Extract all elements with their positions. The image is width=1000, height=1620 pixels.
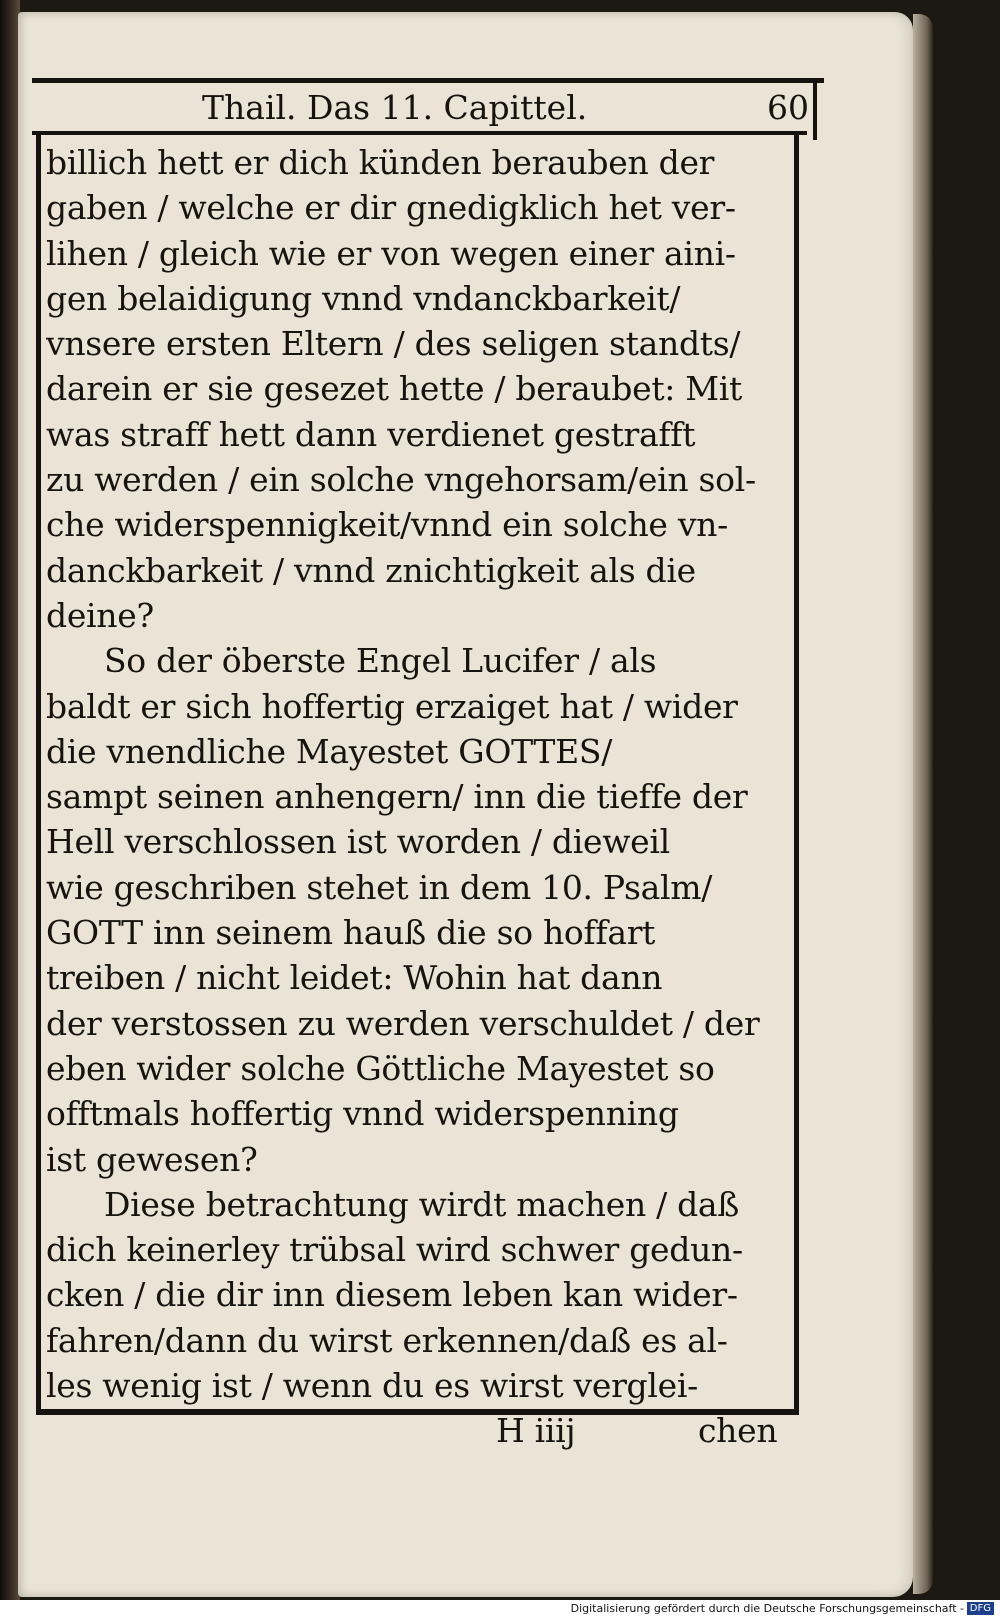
text-line: vnsere ersten Eltern / des seligen standts/ xyxy=(46,324,741,364)
body-text xyxy=(46,140,786,1454)
text-line: Hell verschlossen ist worden / dieweil xyxy=(46,822,670,862)
signature-line xyxy=(46,1408,786,1453)
text-line: darein er sie gesezet hette / beraubet: Mit xyxy=(46,369,743,409)
top-rule xyxy=(32,78,824,83)
text-line: wie geschriben stehet in dem 10. Psalm/ xyxy=(46,867,713,907)
running-head-title: Thail. Das 11. Capittel. xyxy=(202,88,588,127)
book-spine-shadow xyxy=(0,0,20,1620)
catchword: chen xyxy=(698,1411,778,1451)
text-line: lihen / gleich wie er von wegen einer aini- xyxy=(46,233,736,273)
text-line: offtmals hoffertig vnnd widerspenning xyxy=(46,1094,679,1134)
text-line: gen belaidigung vnnd vndanckbarkeit/ xyxy=(46,278,681,318)
text-line: sampt seinen anhengern/ inn die tieffe der xyxy=(46,777,748,817)
text-line: cken / die dir inn diesem leben kan wider- xyxy=(46,1275,738,1315)
text-line: gaben / welche er dir gnedigklich het ver- xyxy=(46,188,736,228)
text-line: dich keinerley trübsal wird schwer gedun- xyxy=(46,1230,743,1270)
text-line: les wenig ist / wenn du es wirst verglei- xyxy=(46,1366,698,1406)
signature-mark: H iiij xyxy=(496,1411,576,1451)
text-line: zu werden / ein solche vngehorsam/ein sol- xyxy=(46,460,756,500)
footer-credit: Digitalisierung gefördert durch die Deutsche Forschungsgemeinschaft - xyxy=(570,1602,964,1615)
paragraph-start-line: Diese betrachtung wirdt machen / daß xyxy=(104,1184,740,1224)
text-line: deine? xyxy=(46,595,154,635)
digitization-footer xyxy=(0,1600,1000,1620)
text-line: GOTT inn seinem hauß die so hoffart xyxy=(46,913,656,953)
text-line: was straff hett dann verdienet gestrafft xyxy=(46,414,696,454)
page-edge xyxy=(913,14,933,1594)
paragraph-start-line: So der öberste Engel Lucifer / als xyxy=(104,641,657,681)
text-line: billich hett er dich künden berauben der xyxy=(46,143,715,182)
running-head xyxy=(32,86,824,130)
text-line: ist gewesen? xyxy=(46,1139,258,1179)
text-line: treiben / nicht leidet: Wohin hat dann xyxy=(46,958,663,998)
text-line: baldt er sich hoffertig erzaiget hat / wider xyxy=(46,686,738,726)
text-line: fahren/dann du wirst erkennen/daß es al- xyxy=(46,1320,728,1360)
text-line: der verstossen zu werden verschuldet / der xyxy=(46,1003,760,1043)
text-line: die vnendliche Mayestet GOTTES/ xyxy=(46,731,613,771)
folio-number: 60 xyxy=(767,88,809,127)
text-line: eben wider solche Göttliche Mayestet so xyxy=(46,1048,715,1088)
dfg-logo: DFG xyxy=(967,1602,994,1615)
text-line: danckbarkeit / vnnd znichtigkeit als die xyxy=(46,550,696,590)
text-line: che widerspennigkeit/vnnd ein solche vn- xyxy=(46,505,728,545)
